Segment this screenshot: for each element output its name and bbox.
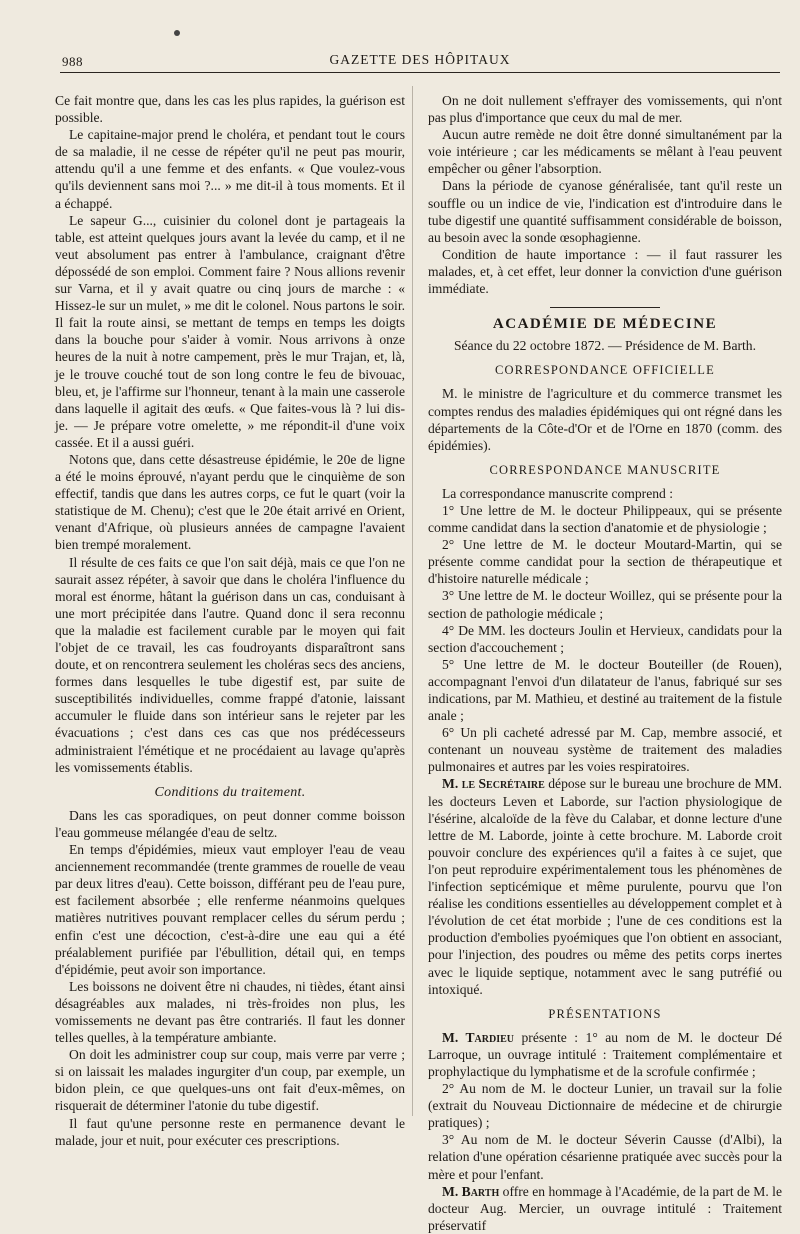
speaker-name: M. Barth [442, 1183, 500, 1199]
list-item: 3° Une lettre de M. le docteur Woillez, qui se présente pour la section de pathologie médicale ; [428, 588, 782, 621]
paragraph: Il faut qu'une personne reste en permanence devant le malade, jour et nuit, pour exécuter ces prescriptions. [55, 1115, 405, 1148]
presentation-item [428, 1029, 782, 1080]
paragraph: Dans les cas sporadiques, on peut donner comme boisson l'eau gommeuse mélangée d'eau de seltz. [55, 807, 405, 840]
speaker-name: M. Tardieu [442, 1029, 514, 1045]
paragraph: M. le ministre de l'agriculture et du commerce transmet les comptes rendus des maladies épidémiques qui ont régné dans les départements de la Côte-d'Or et de l'Orne en 1870 (comm. des épidémies). [428, 386, 782, 453]
paragraph-text: présente : 1° au nom de M. le docteur Dé Larroque, un ouvrage intitulé : Traitement complémentaire et prophylactique du lymphatisme et de la scrofule confirmée ; [428, 1029, 782, 1079]
running-title: GAZETTE DES HÔPITAUX [329, 52, 511, 67]
page-header [60, 50, 780, 73]
presentation-item [428, 1131, 782, 1182]
paragraph: Les boissons ne doivent être ni chaudes, ni tièdes, étant ainsi désagréables aux malades, ni très-froides non plus, les vomissements ne devant pas être contrariés. Il faut les donner telles quelles, à la température ambiante. [55, 978, 405, 1046]
section-separator [550, 307, 660, 308]
paragraph: Le sapeur G..., cuisinier du colonel dont je partageais la table, est atteint quelques jours avant la levée du camp, et il ne veut absolument pas entrer à l'ambulance, craignant d'être dépossédé de son emploi. Comment faire ? Nous allions revenir sur Varna, et il y avait quatre ou cinq jours de marche : « Hissez-le sur un mulet, » me dit le colonel. Nous partons le soir. Il fait la route ainsi, se mettant de temps en temps les doigts dans la bouche pour s'aider à vomir. Nous arrivons à onze heures de la nuit à notre campement, près le mur Trajan, et, là, je le trouve couché tout de son long contre le feu de bivouac, bleu, et, je l'affirme sur l'honneur, tenant à la main une casserole dans laquelle il agitait des œufs. « Que faites-vous là ? lui dis-je. — Je prépare votre omelette, » me répondit-il d'une voix cassée. Et il a aussi guéri. [55, 212, 405, 450]
paragraph-text: 3° Au nom de M. le docteur Séverin Causse (d'Albi), la relation d'une opération césarienne pratiquée avec succès pour la mère et pour l'enfant. [428, 1132, 782, 1182]
presentation-item [428, 1080, 782, 1131]
list-item: 5° Une lettre de M. le docteur Bouteiller (de Rouen), accompagnant l'envoi d'un dilatateur de l'anus, fabriqué sur ses indications, par M. Mathieu, et destiné au traitement de la fistule anale ; [428, 656, 782, 724]
presentation-item [428, 1183, 782, 1234]
ink-spot [174, 30, 180, 36]
column-divider [412, 86, 413, 1116]
paragraph: On ne doit nullement s'effrayer des vomissements, qui n'ont pas plus d'importance que ceux du mal de mer. [428, 93, 782, 126]
paragraph: Notons que, dans cette désastreuse épidémie, le 20e de ligne a été le moins éprouvé, n'ayant perdu que le cinquième de son effectif, tandis que dans les autres corps, ce fut le quart (voir la statistique de M. Chenu); c'est que le 20e était arrivé en Orient, venant d'Afrique, où plusieurs années de campagne l'avaient bien trempé moralement. [55, 451, 405, 553]
section-title: Conditions du traitement. [154, 784, 306, 800]
paragraph: Ce fait montre que, dans les cas les plus rapides, la guérison est possible. [55, 93, 405, 126]
academy-title: ACADÉMIE DE MÉDECINE [492, 316, 718, 333]
list-item: 2° Une lettre de M. le docteur Moutard-Martin, qui se présente comme candidat pour la section de thérapeutique et d'histoire naturelle médicale ; [428, 537, 782, 587]
page-number: 988 [62, 54, 83, 69]
secretary-paragraph [428, 775, 782, 997]
official-correspondence-title: CORRESPONDANCE OFFICIELLE [495, 363, 715, 378]
paragraph-text: offre en hommage à l'Académie, de la part de M. le docteur Aug. Mercier, un ouvrage intitulé : Traitement préservatif [428, 1183, 782, 1233]
paragraph-text: 2° Au nom de M. le docteur Lunier, un travail sur la folie (extrait du Nouveau Dictionnaire de médecine et de chirurgie pratiques) ; [428, 1081, 782, 1131]
paragraph: Il résulte de ces faits ce que l'on sait déjà, mais ce que l'on ne saurait assez répéter, à savoir que dans le choléra l'influence du moral est énorme, hâtant la guérison dans un cas, conduisant à une mort précipitée dans l'autre. Quand donc il sera reconnu que la maladie est facilement curable par le moyen qui fait l'objet de ce travail, les cas foudroyants disparaîtront sans doute, et on rencontrera seulement les choléras secs des anciens, formes dans lesquelles le tube digestif est, par suite de susceptibilités individuelles, comme frappé d'atonie, laissant accumuler le fluide dans son intérieur sans le rejeter par les évacuations ; c'est dans ces cas que nos prédécesseurs administraient l'émétique et ne procédaient au lavage qu'après les vomissements établis. [55, 554, 405, 775]
paragraph: La correspondance manuscrite comprend : [442, 485, 673, 501]
paragraph: Aucun autre remède ne doit être donné simultanément par la voie intérieure ; car les médicaments se mêlant à l'eau peuvent empêcher ou gêner l'absorption. [428, 127, 782, 177]
manuscript-correspondence-title: CORRESPONDANCE MANUSCRITE [489, 462, 721, 477]
left-column [55, 92, 405, 1149]
session-line: Séance du 22 octobre 1872. — Présidence de M. Barth. [453, 338, 756, 354]
paragraph: On doit les administrer coup sur coup, mais verre par verre ; si on laissait les malades ingurgiter d'un coup, par exemple, un bidon plein, ce que quelques-uns ont fait d'eux-mêmes, on risquerait de déterminer l'atonie du tube digestif. [55, 1047, 405, 1114]
list-item: 1° Une lettre de M. le docteur Philippeaux, qui se présente comme candidat dans la section d'anatomie et de physiologie ; [428, 502, 782, 536]
speaker-name: M. le Secrétaire [442, 776, 545, 792]
right-column [428, 92, 782, 1234]
paragraph-text: dépose sur le bureau une brochure de MM. les docteurs Leven et Laborde, sur l'action physiologique de l'ésérine, alcaloïde de la fève du Calabar, et donne lecture d'une lettre de M. Laborde, jointe à cette brochure. M. Laborde croit pouvoir conclure des expériences qu'il a faites à ce sujet, que l'on peut reproduire expérimentalement tous les phénomènes de l'infection septicémique et même purulente, pourvu que l'on réalise les conditions essentielles au développement complet et à l'évolution de cet état morbide ; l'une de ces conditions est la production d'embolies pyoémiques que l'on obtient en associant, pour l'injection, des poudres ou même des petits corps inertes avec le liquide septique, notamment avec le sang putréfié ou intoxiqué. [428, 776, 782, 997]
paragraph: Le capitaine-major prend le choléra, et pendant tout le cours de sa maladie, il ne cesse de répéter qu'il ne peut pas mourir, attendu qu'il a une femme et des enfants. « Que voulez-vous qu'ils deviennent sans moi ?... » me dit-il à tous moments. Et il a échappé. [55, 127, 405, 211]
list-item: 4° De MM. les docteurs Joulin et Hervieux, candidats pour la section d'accouchement ; [428, 622, 782, 655]
list-item: 6° Un pli cacheté adressé par M. Cap, membre associé, et contenant un nouveau système de traitement des maladies pulmonaires et autres par les voies respiratoires. [428, 725, 782, 775]
paragraph: Condition de haute importance : — il faut rassurer les malades, et, à cet effet, leur donner la conviction d'une guérison immédiate. [428, 246, 782, 297]
paragraph: En temps d'épidémies, mieux vaut employer l'eau de veau anciennement recommandée (trente grammes de rouelle de veau par deux litres d'eau). Cette boisson, différant peu de l'eau pure, est facilement absorbée ; elle renferme néanmoins quelques matières nutritives pouvant remplacer celles du sérum perdu ; enfin c'est une décoction, c'est-à-dire une eau qui a été préalablement purifiée par l'ébullition, détail qui, en temps d'épidémie, peut avoir son importance. [55, 842, 405, 977]
paragraph: Dans la période de cyanose généralisée, tant qu'il reste un souffle ou un indice de vie, l'indication est d'introduire dans le tube digestif une quantité suffisamment considérable de boisson, au besoin avec la sonde œsophagienne. [428, 178, 782, 245]
presentations-title: PRÉSENTATIONS [548, 1006, 662, 1021]
